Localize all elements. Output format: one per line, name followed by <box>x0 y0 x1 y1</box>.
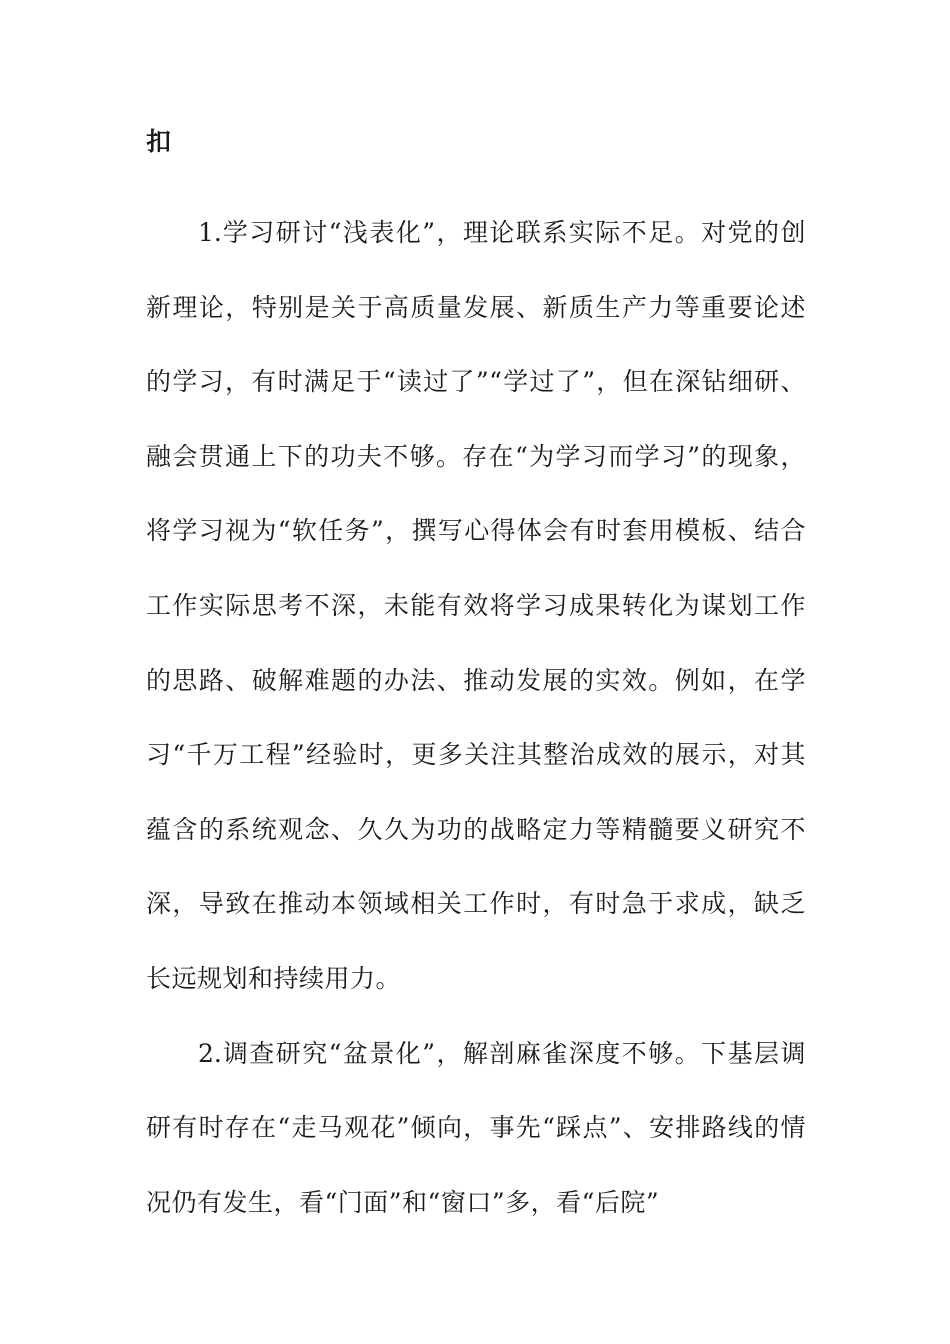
heading-fragment: 扣 <box>146 127 172 156</box>
body-text <box>146 196 806 1240</box>
paragraph-2-text: 调查研究“盆景化”，解剖麻雀深度不够。下基层调研有时存在“走马观花”倾向，事先“踩点”、安排路线的情况仍有发生，看“门面”和“窗口”多，看“后院” <box>146 1038 806 1217</box>
paragraph-2 <box>146 1017 806 1241</box>
paragraph-1-number: 1. <box>198 218 222 247</box>
paragraph-2-number: 2. <box>198 1038 222 1068</box>
paragraph-1 <box>146 196 806 1017</box>
paragraph-1-text: 学习研讨“浅表化”，理论联系实际不足。对党的创新理论，特别是关于高质量发展、新质生产力等重要论述的学习，有时满足于“读过了”“学过了”，但在深钻细研、融会贯通上下的功夫不够。存在“为学习而学习”的现象，将学习视为“软任务”，撰写心得体会有时套用模板、结合工作实际思考不深，未能有效将学习成果转化为谋划工作的思路、破解难题的办法、推动发展的实效。例如，在学习“千万工程”经验时，更多关注其整治成效的展示，对其蕴含的系统观念、久久为功的战略定力等精髓要义研究不深，导致在推动本领域相关工作时，有时急于求成，缺乏长远规划和持续用力。 <box>146 218 806 993</box>
